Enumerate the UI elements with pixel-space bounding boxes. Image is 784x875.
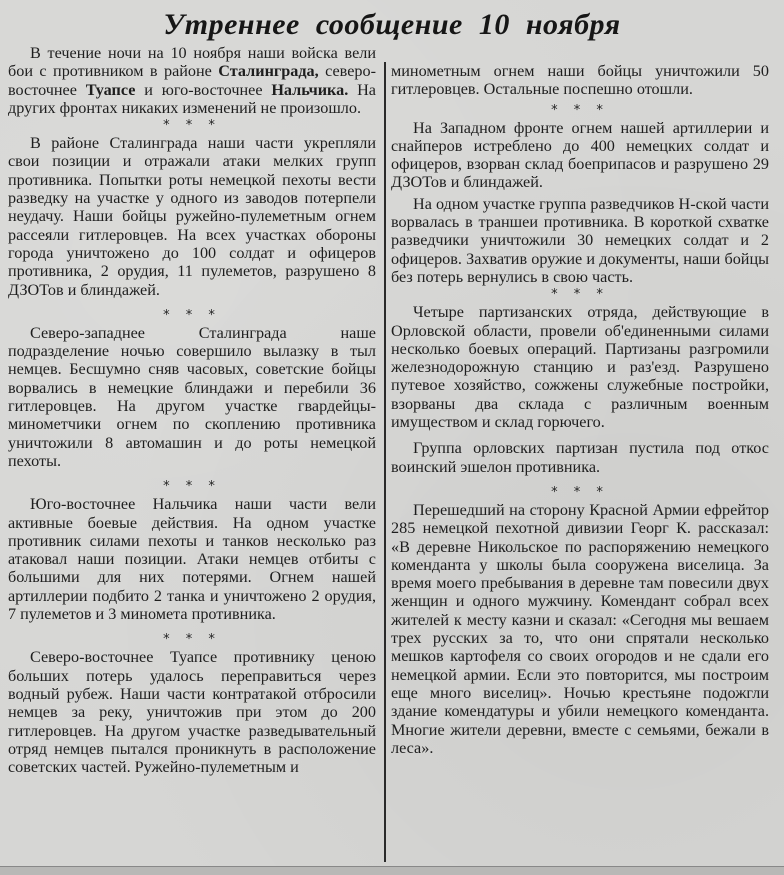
article-defector: Перешедший на сторону Красной Армии ефрейтор 285 немецкой пехотной дивизии Георг К. рассказал: «В деревне Никольское по распоряжению немецкого коменданта у школы была сооружена виселица. За время моего пребывания в деревне там повесили двух женщин и одного мужчину. Комендант собрал всех жителей к месту казни и сказал: «Сегодня мы вешаем трех русских за то, что они спрятали несколько мешков картофеля со своих огородов и не сдали его немецкой армии. Если это повторится, мы построим еще много виселиц». Ночью крестьяне подожгли здание комендатуры и убили немецкого коменданта. Многие жители деревни, вместе с семьями, бежали в леса». [391, 500, 769, 757]
intro-text-2: северо-восточнее [8, 62, 376, 99]
section-separator: * * * [551, 102, 609, 118]
left-column [8, 44, 376, 776]
section-separator: * * * [551, 287, 609, 303]
section-separator: * * * [163, 307, 221, 323]
article-stalingrad: В районе Сталинграда наши части укрепляли свои позиции и отражали атаки мелких групп противника. Попытки роты немецкой пехоты вести разведку на участке у одного из заводов потерпели неудачу. Наши бойцы ружейно-пулеметным огнем рассеяли гитлеровцев. На всех участках обороны города уничтожено до 100 солдат и офицеров противника, 2 орудия, 11 пулеметов, разрушено 8 ДЗОТов и блиндажей. [8, 134, 376, 299]
intro-text-4: На других фронтах никаких изменений не произошло. [8, 80, 376, 117]
column-divider [384, 62, 386, 862]
intro-text-1: В течение ночи на 10 ноября наши войска вели бои с противником в районе [8, 44, 376, 81]
section-separator: * * * [163, 632, 221, 648]
article-intro [8, 44, 376, 117]
section-separator: * * * [163, 479, 221, 495]
article-partisans: Четыре партизанских отряда, действующие в Орловской области, провели об'единенными силами несколько боевых операций. Партизаны разгромили железнодорожную станцию и раз'езд. Разрушено путевое хозяйство, сожжены служебные постройки, взорваны два склада с различным военным имуществом и склад горючего. [391, 303, 769, 432]
right-column [391, 62, 769, 757]
article-tuapse: Северо-восточнее Туапсе противнику ценою больших потерь удалось переправиться через водный рубеж. Наши части контратакой отбросили немцев за реку, уничтожив при этом до 200 гитлеровцев. На другом участке разведывательный отряд немцев пытался проникнуть в расположение советских частей. Ружейно-пулеметным и [8, 648, 376, 777]
article-scouts: На одном участке группа разведчиков Н-ской части ворвалась в траншеи противника. В короткой схватке разведчики уничтожили 30 немецких солдат и 2 офицеров. Захватив оружие и документы, наши бойцы без потерь вернулись в свою часть. [391, 194, 769, 286]
place-tuapse: Туапсе [85, 80, 136, 99]
headline: Утреннее сообщение 10 ноября [163, 8, 621, 41]
article-partisan-train: Группа орловских партизан пустила под откос воинский эшелон противника. [391, 439, 769, 476]
article-western-front: На Западном фронте огнем нашей артиллерии и снайперов истреблено до 400 немецких солдат и офицеров, взорван склад боеприпасов и разрушено 29 ДЗОТов и блиндажей. [391, 118, 769, 192]
intro-text-3: и юго-восточнее [135, 80, 272, 99]
place-stalingrad: Сталинграда, [218, 62, 319, 81]
article-nalchik: Юго-восточнее Нальчика наши части вели активные боевые действия. На одном участке противник силами пехоты и танков несколько раз атаковал наши позиции. Атаки немцев отбиты с большими для них потерями. Огнем нашей артиллерии подбито 2 танка и уничтожено 2 орудия, 7 пулеметов и 3 миномета противника. [8, 495, 376, 624]
section-separator: * * * [163, 118, 221, 134]
article-tuapse-continued: минометным огнем наши бойцы уничтожили 50 гитлеровцев. Остальные поспешно отошли. [391, 62, 769, 99]
article-northwest-stalingrad: Северо-западнее Сталинграда наше подразделение ночью совершило вылазку в тыл немцев. Бесшумно сняв часовых, советские бойцы ворвались в немецкие блиндажи и перебили 36 гитлеровцев. На другом участке гвардейцы-минометчики огнем по скоплению противника уничтожили 8 автомашин и до роты немецкой пехоты. [8, 323, 376, 470]
place-nalchik: Нальчика. [271, 80, 349, 99]
section-separator: * * * [551, 484, 609, 500]
